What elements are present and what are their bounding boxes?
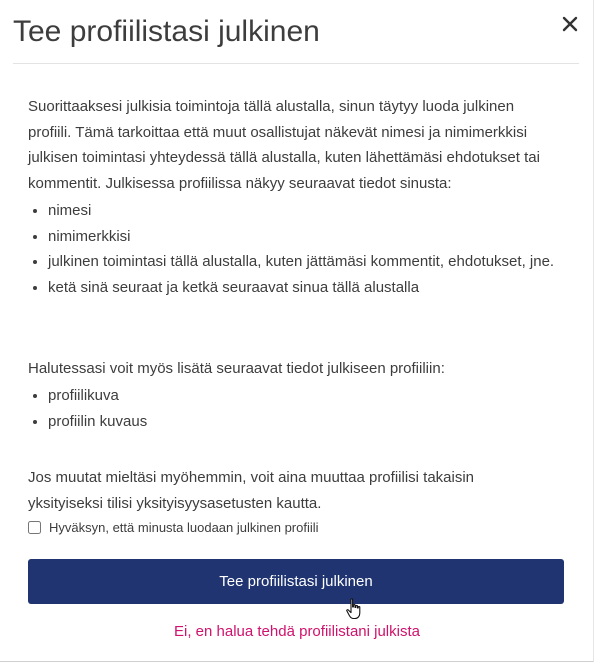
optional-info-list	[28, 383, 558, 434]
consent-row[interactable]	[28, 520, 319, 535]
list-item: • nimimerkkisi	[48, 224, 558, 250]
change-note-text: Jos muutat mieltäsi myöhemmin, voit aina muuttaa profiilisi takaisin yksityiseksi tilisi yksityisyysasetusten kautta.	[28, 469, 475, 512]
header-divider	[13, 63, 579, 64]
intro-text: Suorittaaksesi julkisia toimintoja tällä alustalla, sinun täytyy luoda julkinen profiili. Tämä tarkoittaa että muut osallistujat näkevät nimesi ja nimimerkkisi julkisen toimintasi yhteydessä tällä alustalla, kuten lähettämäsi ehdotukset tai kommentit. Julkisessa profiilissa näkyy seuraavat tiedot sinusta:	[28, 98, 540, 193]
hand-cursor-icon	[345, 598, 365, 620]
list-item: • julkinen toimintasi tällä alustalla, kuten jättämäsi kommentit, ehdotukset, jne.	[48, 249, 558, 275]
consent-checkbox[interactable]	[28, 521, 41, 534]
list-item: • nimesi	[48, 198, 558, 224]
make-public-button[interactable]: Tee profiilistasi julkinen	[28, 559, 564, 604]
close-button[interactable]	[558, 12, 582, 36]
optional-intro-text: Halutessasi voit myös lisätä seuraavat tiedot julkiseen profiiliin:	[28, 360, 445, 377]
list-item: • profiilikuva	[48, 383, 558, 409]
list-item: • ketä sinä seuraat ja ketkä seuraavat sinua tällä alustalla	[48, 275, 558, 301]
public-info-list	[28, 198, 558, 301]
close-icon[interactable]	[562, 16, 578, 32]
modal-title: Tee profiilistasi julkinen	[13, 15, 320, 48]
list-item: • profiilin kuvaus	[48, 409, 558, 435]
decline-link[interactable]: Ei, en halua tehdä profiilistani julkista	[174, 623, 420, 640]
consent-label: Hyväksyn, että minusta luodaan julkinen profiili	[49, 520, 319, 535]
